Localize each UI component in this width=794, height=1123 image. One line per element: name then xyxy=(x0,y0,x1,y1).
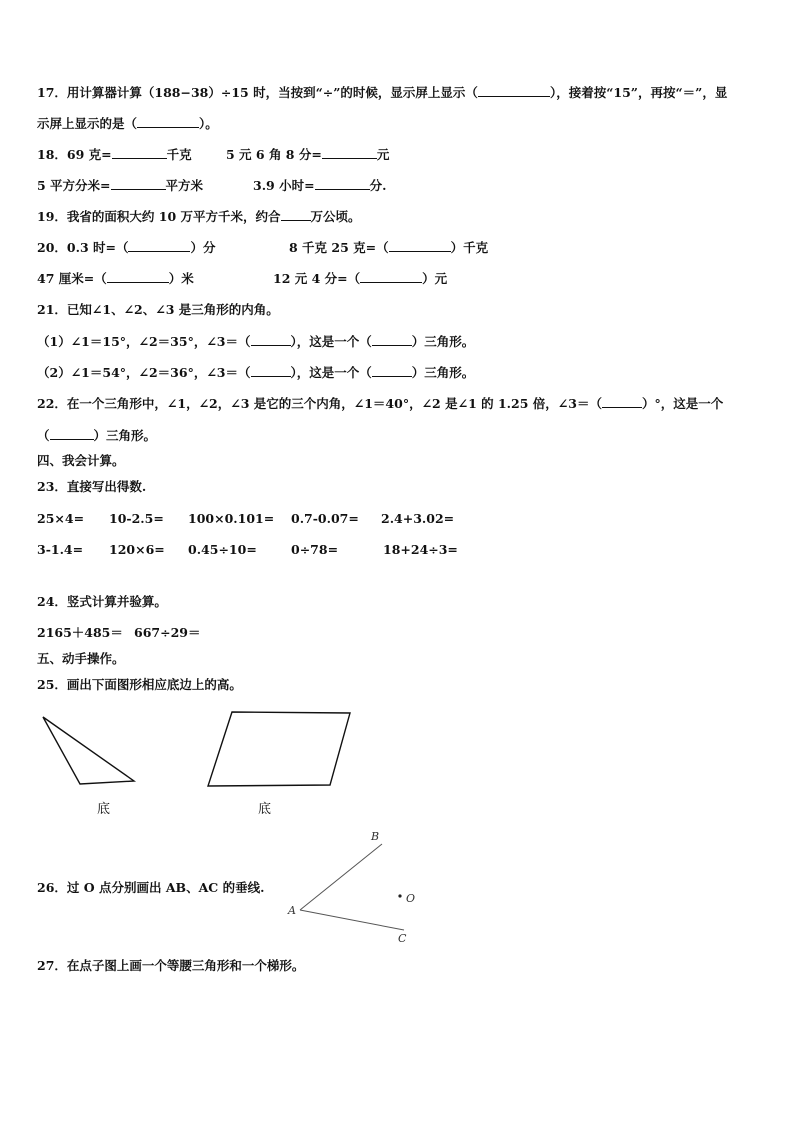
q22-text: ）三角形。 xyxy=(93,428,157,443)
q22-text: 22．在一个三角形中，∠1，∠2，∠3 是它的三个内角，∠1＝40°，∠2 是∠1 的 1.25 倍，∠3＝（ xyxy=(37,396,602,411)
q24-expr: 2165＋485＝ xyxy=(37,625,123,640)
q18-unit: 平方米 xyxy=(165,178,204,193)
q17-text-d: ）。 xyxy=(199,116,218,131)
q18-text: 5 平方分米= xyxy=(37,178,111,193)
label-o: O xyxy=(406,892,416,905)
parallelogram-base-caption: 底 xyxy=(258,802,272,817)
q17-text-b: ），接着按“15”，再按“＝”，显 xyxy=(549,85,728,100)
q22-text: ）°，这是一个 xyxy=(641,396,724,411)
triangle-shape xyxy=(43,717,134,784)
q23-item: 10-2.5= xyxy=(109,511,164,526)
ray-ab xyxy=(300,844,382,910)
triangle-base-caption: 底 xyxy=(97,802,111,817)
label-a: A xyxy=(288,904,296,917)
q18-unit: 分. xyxy=(369,178,387,193)
point-o xyxy=(398,894,401,897)
section-5-heading: 五、动手操作。 xyxy=(37,651,125,666)
q17-text-c: 示屏上显示的是（ xyxy=(37,116,138,131)
q25-head: 25．画出下面图形相应底边上的高。 xyxy=(37,677,242,692)
q18-unit: 元 xyxy=(376,147,390,162)
q20-unit: ）元 xyxy=(422,271,448,286)
q17-text-a: 17．用计算器计算（188−38）÷15 时，当按到“÷”的时候，显示屏上显示（ xyxy=(37,85,478,100)
q21-head: 21．已知∠1、∠2、∠3 是三角形的内角。 xyxy=(37,302,279,317)
q23-item: 3-1.4= xyxy=(37,542,84,557)
q21-text: （1）∠1＝15°，∠2＝35°，∠3＝（ xyxy=(37,334,251,349)
q21-text: ）三角形。 xyxy=(411,365,475,380)
q24-head: 24．竖式计算并验算。 xyxy=(37,594,167,609)
q20-unit: ）千克 xyxy=(450,240,489,255)
q19-text: 19．我省的面积大约 10 万平方千米，约合 xyxy=(37,209,281,224)
section-4-heading: 四、我会计算。 xyxy=(37,453,125,468)
q27-text: 27．在点子图上画一个等腰三角形和一个梯形。 xyxy=(37,958,305,973)
q23-item: 0.45÷10= xyxy=(188,542,257,557)
q23-item: 120×6= xyxy=(109,542,165,557)
q20-unit: ）分 xyxy=(190,240,216,255)
label-b: B xyxy=(371,830,380,843)
q19-unit: 万公顷。 xyxy=(310,209,361,224)
q20-text: 20．0.3 时=（ xyxy=(37,240,129,255)
q18-text: 18．69 克= xyxy=(37,147,112,162)
q21-text: ）三角形。 xyxy=(411,334,475,349)
q20-text: 47 厘米=（ xyxy=(37,271,107,286)
parallelogram-shape xyxy=(208,712,350,786)
label-c: C xyxy=(398,932,407,945)
q20-unit: ）米 xyxy=(168,271,194,286)
q23-item: 2.4+3.02= xyxy=(381,511,455,526)
q18-text: 5 元 6 角 8 分= xyxy=(226,147,322,162)
q26-text: 26．过 O 点分别画出 AB、AC 的垂线. xyxy=(37,880,265,895)
q20-text: 12 元 4 分=（ xyxy=(273,271,361,286)
q23-item: 25×4= xyxy=(37,511,85,526)
q22-text: （ xyxy=(37,428,50,443)
q21-text: ），这是一个（ xyxy=(290,334,372,349)
ray-ac xyxy=(300,910,404,930)
q21-text: （2）∠1＝54°，∠2＝36°，∠3＝（ xyxy=(37,365,251,380)
q21-text: ），这是一个（ xyxy=(290,365,372,380)
q23-head: 23．直接写出得数. xyxy=(37,479,147,494)
q23-item: 100×0.101= xyxy=(188,511,275,526)
q24-expr: 667÷29＝ xyxy=(134,625,201,640)
q23-item: 18+24÷3= xyxy=(383,542,458,557)
q23-item: 0÷78= xyxy=(291,542,339,557)
q20-text: 8 千克 25 克=（ xyxy=(289,240,389,255)
q23-item: 0.7-0.07= xyxy=(291,511,359,526)
q18-unit: 千克 xyxy=(166,147,192,162)
q18-text: 3.9 小时= xyxy=(253,178,315,193)
